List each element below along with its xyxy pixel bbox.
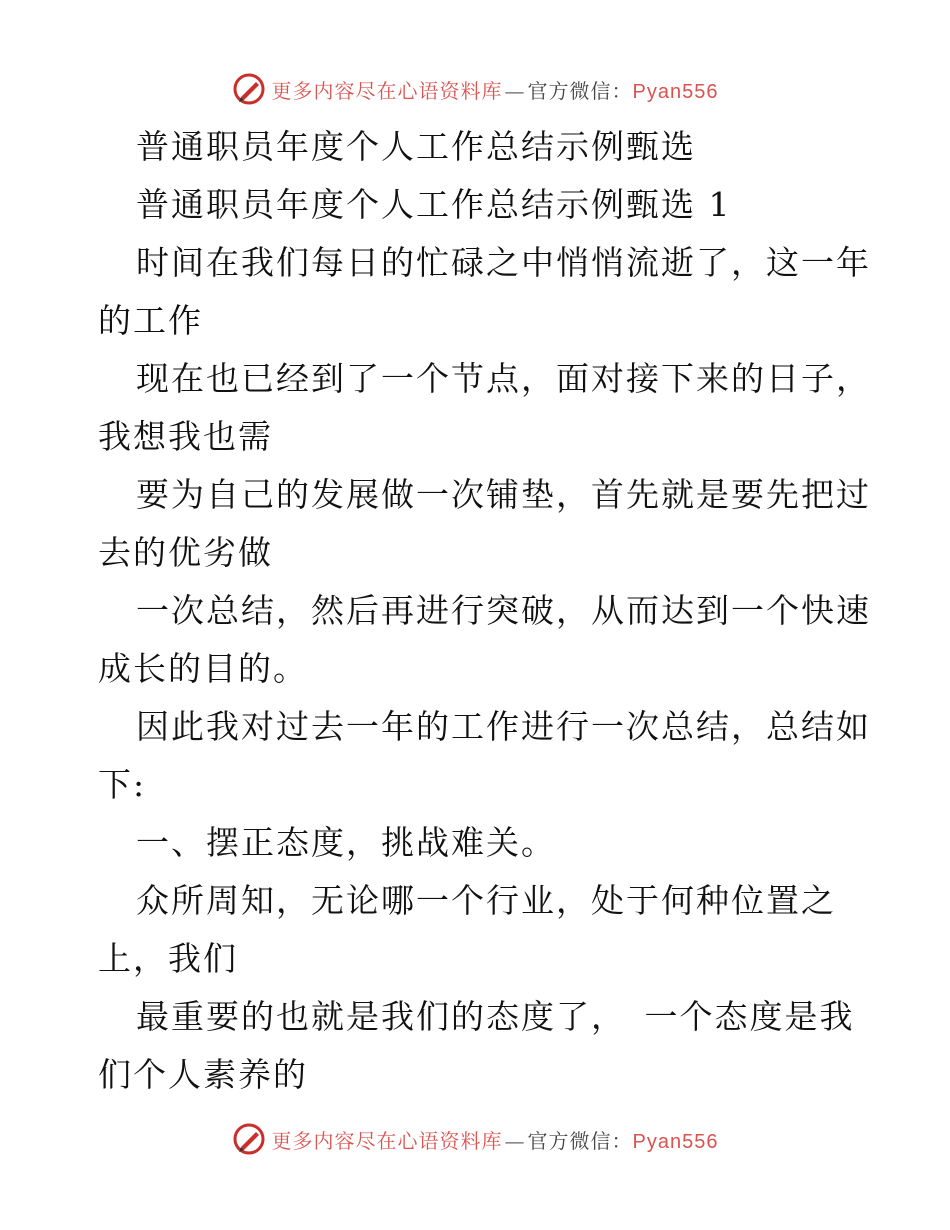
section-heading: 普通职员年度个人工作总结示例甄选 1 xyxy=(136,185,732,224)
paragraph-line: 们个人素养的 xyxy=(98,1055,308,1094)
paragraph-line: 最重要的也就是我们的态度了， 一个态度是我 xyxy=(136,997,855,1036)
paragraph-line: 成长的目的。 xyxy=(98,649,308,688)
paragraph-line: 一次总结，然后再进行突破，从而达到一个快速 xyxy=(136,591,871,630)
footer-watermark xyxy=(0,1122,950,1156)
pen-logo-icon xyxy=(232,1122,266,1156)
document-body xyxy=(98,118,871,1104)
header-watermark xyxy=(0,72,950,106)
paragraph-line: 上，我们 xyxy=(98,939,238,978)
watermark-text: 更多内容尽在心语资料库 — 官方微信：Pyan556 xyxy=(271,1128,719,1153)
paragraph-line: 时间在我们每日的忙碌之中悄悄流逝了，这一年 xyxy=(136,243,871,282)
paragraph-line: 去的优劣做 xyxy=(98,533,273,572)
watermark-text: 更多内容尽在心语资料库 — 官方微信：Pyan556 xyxy=(271,78,719,103)
paragraph-line: 我想我也需 xyxy=(98,417,273,456)
paragraph-line: 下: xyxy=(98,765,147,804)
paragraph-line: 的工作 xyxy=(98,301,203,340)
paragraph-line: 要为自己的发展做一次铺垫，首先就是要先把过 xyxy=(136,475,871,514)
paragraph-line: 众所周知，无论哪一个行业，处于何种位置之 xyxy=(136,881,836,920)
subsection-heading: 一、摆正态度，挑战难关。 xyxy=(136,823,556,862)
paragraph-line: 因此我对过去一年的工作进行一次总结，总结如 xyxy=(136,707,871,746)
document-title: 普通职员年度个人工作总结示例甄选 xyxy=(136,127,696,166)
pen-logo-icon xyxy=(232,72,266,106)
paragraph-line: 现在也已经到了一个节点，面对接下来的日子， xyxy=(136,359,871,398)
